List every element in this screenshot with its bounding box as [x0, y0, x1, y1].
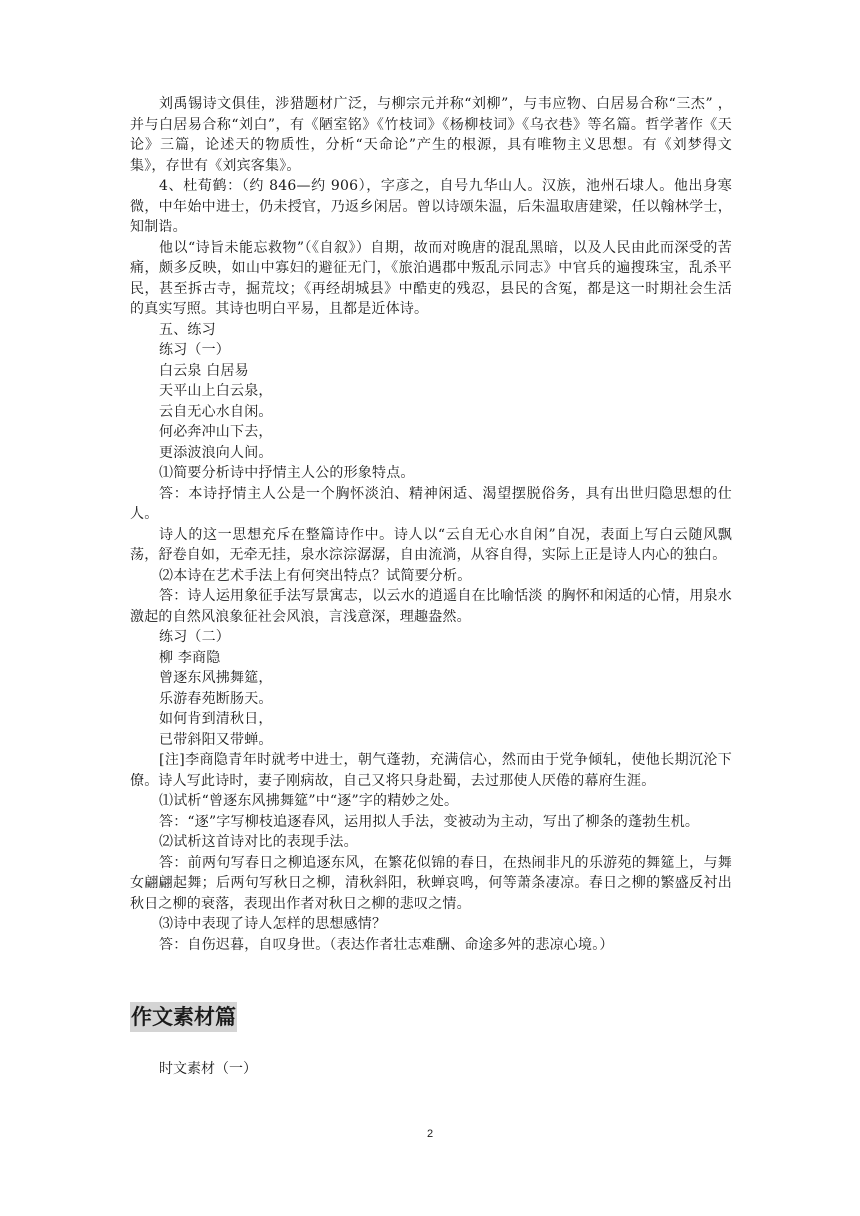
paragraph: ⑵本诗在艺术手法上有何突出特点？试简要分析。 — [159, 567, 472, 584]
paragraph: ⑴简要分析诗中抒情主人公的形象特点。 — [159, 465, 415, 481]
section-heading-wrap — [130, 1002, 237, 1032]
paragraph: 他以“诗旨未能忘救物”（《自叙》）自期，故而对晚唐的混乱黑暗，以及人民由此而深受的苦痛，颇多反映，如山中寡妇的避征无门，《旅泊遇郡中叛乱示同志》中官兵的遍搜珠宝，乱杀平民，甚至拆古寺，掘荒坟；《再经胡城县》中酷吏的残忍，县民的含冤，都是这一时期社会生活的真实写照。其诗也明白平易，且都是近体诗。 — [130, 239, 732, 317]
paragraph: 已带斜阳又带蝉。 — [159, 731, 273, 748]
document-body — [130, 94, 732, 955]
paragraph: ⑵试析这首诗对比的表现手法。 — [159, 834, 358, 850]
paragraph: 刘禹锡诗文俱佳，涉猎题材广泛，与柳宗元并称“刘柳”，与韦应物、白居易合称“三杰” ，并与白居易合称“刘白”，有《陋室铭》《竹枝词》《杨柳枝词》《乌衣巷》等名篇。哲学著作《天论》三篇，论述天的物质性，分析“天命论”产生的根源，具有唯物主义思想。有《刘梦得文集》，存世有《刘宾客集》。 — [130, 96, 732, 174]
paragraph: 柳 李商隐 — [159, 649, 221, 666]
section-heading: 作文素材篇 — [130, 1002, 237, 1032]
paragraph: 五、练习 — [159, 321, 216, 338]
paragraph: 答：前两句写春日之柳追逐东风，在繁花似锦的春日，在热闹非凡的乐游苑的舞筵上，与舞女翩翩起舞；后两句写秋日之柳，清秋斜阳，秋蝉哀鸣，何等萧条凄凉。春日之柳的繁盛反衬出秋日之柳的衰落，表现出作者对秋日之柳的悲叹之情。 — [130, 854, 732, 912]
paragraph: 答：诗人运用象征手法写景寓志，以云水的逍遥自在比喻恬淡 的胸怀和闲适的心情，用泉水激起的自然风浪象征社会风浪，言浅意深，理趣盎然。 — [130, 588, 732, 625]
paragraph: 何必奔冲山下去， — [159, 424, 273, 440]
paragraph: 诗人的这一思想充斥在整篇诗作中。诗人以“云自无心水自闲”自况，表面上写白云随风飘荡，舒卷自如，无牵无挂，泉水淙淙潺潺，自由流淌，从容自得，实际上正是诗人内心的独白。 — [130, 526, 732, 563]
paragraph: 乐游春苑断肠天。 — [159, 690, 273, 707]
paragraph: ⑶诗中表现了诗人怎样的思想感情？ — [159, 916, 387, 932]
paragraph: 答：本诗抒情主人公是一个胸怀淡泊、精神闲适、渴望摆脱俗务，具有出世归隐思想的仕人。 — [130, 485, 732, 522]
paragraph: 答：自伤迟暮，自叹身世。（表达作者壮志难酬、命途多舛的悲凉心境。） — [159, 936, 614, 953]
paragraph: 练习（一） — [159, 342, 230, 358]
paragraph: 如何肯到清秋日， — [159, 711, 273, 727]
paragraph: 答：“逐”字写柳枝追逐春风，运用拟人手法，变被动为主动，写出了柳条的蓬勃生机。 — [159, 813, 700, 830]
paragraph: 天平山上白云泉， — [159, 383, 273, 399]
paragraph: 4、杜荀鹤：（约 846—约 906），字彦之，自号九华山人。汉族，池州石埭人。他出身寒微，中年始中进士，仍未授官，乃返乡闲居。曾以诗颂朱温，后朱温取唐建梁，任以翰林学士，知制诰。 — [130, 178, 732, 235]
subheading: 时文素材（一） — [159, 1061, 257, 1077]
paragraph: 云自无心水自闲。 — [159, 403, 273, 420]
paragraph: 白云泉 白居易 — [159, 362, 249, 379]
paragraph: 练习（二） — [159, 629, 230, 645]
paragraph: 更添波浪向人间。 — [159, 444, 273, 461]
paragraph: 曾逐东风拂舞筵， — [159, 670, 273, 686]
paragraph: [注]李商隐青年时就考中进士，朝气蓬勃，充满信心，然而由于党争倾轧，使他长期沉沦下僚。诗人写此诗时，妻子刚病故，自己又将只身赴蜀，去过那使人厌倦的幕府生涯。 — [130, 752, 732, 789]
paragraph: ⑴试析“曾逐东风拂舞筵”中“逐”字的精妙之处。 — [159, 793, 459, 809]
page-number: 2 — [426, 1128, 434, 1140]
